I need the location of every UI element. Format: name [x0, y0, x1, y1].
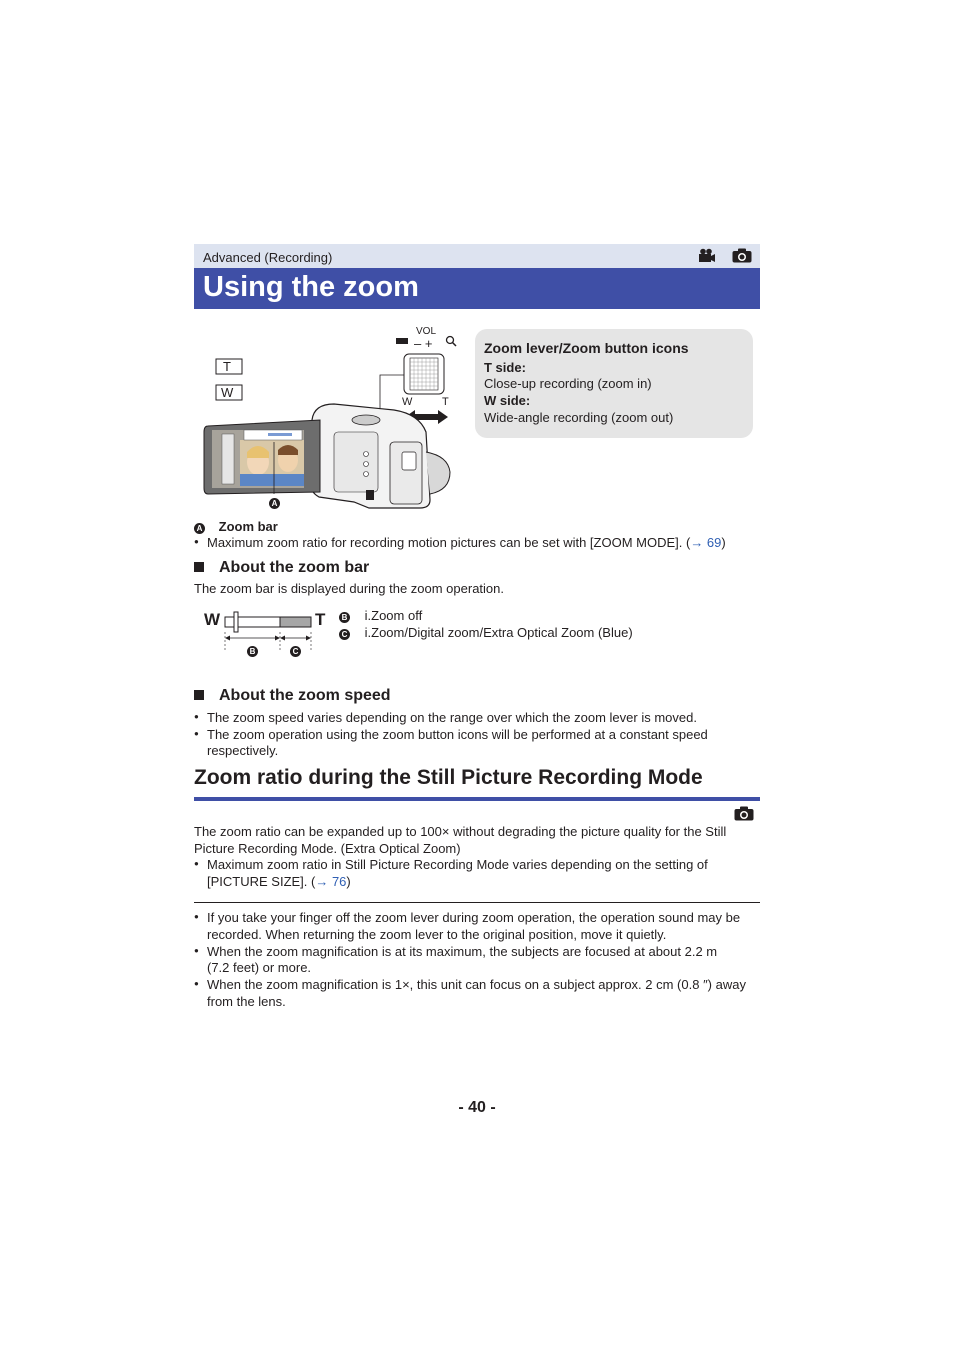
page-number: - 40 - [458, 1099, 496, 1116]
zoom-icons-callout [475, 329, 753, 438]
picture-size-line2 [207, 874, 351, 889]
note-zoom-mode-close: ) [721, 535, 726, 550]
zoom-bar-marker-b: B [247, 646, 258, 657]
note-2-line2: (7.2 feet) or more. [207, 960, 312, 975]
note-zoom-mode-text: Maximum zoom ratio for recording motion pictures can be set with [ZOOM MODE]. ( [207, 535, 691, 550]
t-side-text: Close-up recording (zoom in) [484, 376, 652, 391]
t-side-label: T side: [484, 360, 526, 375]
breadcrumb-bar [194, 244, 760, 268]
camcorder-illustration [194, 322, 464, 512]
w-side-text: Wide-angle recording (zoom out) [484, 410, 674, 425]
speed-bullet-2-line1: The zoom operation using the zoom button icons will be performed at a constant speed [207, 727, 708, 742]
note-3-line2: from the lens. [207, 994, 286, 1009]
link-page-76[interactable]: → 76 [315, 874, 347, 889]
legend-b-text: i.Zoom off [364, 608, 423, 623]
zoom-bar-t: T [315, 610, 326, 629]
picture-size-pre: [PICTURE SIZE]. ( [207, 874, 316, 889]
still-camera-icon [732, 248, 752, 263]
w-side-label: W side: [484, 393, 531, 408]
note-zoom-mode [207, 535, 726, 550]
caption-label: Zoom bar [218, 519, 278, 534]
note-2-line1: When the zoom magnification is at its maximum, the subjects are focused at about 2.2 m [207, 944, 718, 959]
still-camera-icon [734, 806, 754, 821]
legend-c-text: i.Zoom/Digital zoom/Extra Optical Zoom (Blue) [364, 625, 633, 640]
picture-size-bullet [207, 857, 708, 872]
note-2 [207, 944, 717, 959]
square-bullet-icon [194, 690, 204, 700]
notes-divider [194, 902, 760, 903]
w-button-label: W [221, 385, 234, 400]
about-zoom-speed-title: About the zoom speed [219, 687, 391, 704]
heading-rule [194, 797, 760, 801]
note-1-line1: If you take your finger off the zoom lever during zoom operation, the operation sound may be [207, 910, 741, 925]
still-zoom-heading: Zoom ratio during the Still Picture Recording Mode [194, 766, 703, 789]
lever-t-label: T [442, 396, 449, 408]
note-1 [207, 910, 740, 925]
speed-bullet-1: ● The zoom speed varies depending on the range over which the zoom lever is moved. [207, 710, 697, 725]
speed-bullet-2-line2: respectively. [207, 743, 279, 758]
legend-marker-b: B [339, 612, 350, 623]
link-page-69[interactable]: → 69 [690, 535, 722, 550]
marker-a: A [269, 498, 280, 509]
about-zoom-bar-heading [194, 559, 369, 577]
breadcrumb: Advanced (Recording) [203, 250, 333, 265]
zoom-bar-w: W [204, 610, 221, 629]
about-zoom-speed-heading [194, 687, 391, 705]
zoom-bar-drawing [203, 608, 333, 660]
note-1-line2: recorded. When returning the zoom lever to the original position, move it quietly. [207, 927, 667, 942]
about-zoom-bar-title: About the zoom bar [219, 559, 370, 576]
square-bullet-icon [194, 562, 204, 572]
extra-zoom-para-line2: Picture Recording Mode. (Extra Optical Zoom) [194, 841, 461, 856]
about-zoom-bar-intro: The zoom bar is displayed during the zoom operation. [194, 581, 505, 596]
note-3-line1: When the zoom magnification is 1×, this unit can focus on a subject approx. 2 cm (0.8 ″) away [207, 977, 746, 992]
page-title: Using the zoom [203, 271, 419, 303]
title-bar [194, 268, 760, 309]
t-button-label: T [223, 359, 231, 374]
extra-zoom-para-line1: The zoom ratio can be expanded up to 100× without degrading the picture quality for the Still [194, 824, 727, 839]
picture-size-line1: Maximum zoom ratio in Still Picture Recording Mode varies depending on the setting of [207, 857, 708, 872]
lever-minus-plus-label: – + [414, 336, 433, 351]
legend-marker-c: C [339, 629, 350, 640]
zoom-bar-marker-c: C [290, 646, 301, 657]
note-3 [207, 977, 746, 992]
callout-heading: Zoom lever/Zoom button icons [484, 340, 689, 356]
mode-icons [698, 248, 752, 263]
movie-camera-icon [698, 248, 716, 263]
picture-size-post: ) [346, 874, 351, 889]
caption-marker-a: A [194, 523, 205, 534]
legend-c [339, 625, 633, 640]
lever-w-label: W [402, 396, 413, 408]
lever-vol-label: VOL [416, 326, 437, 337]
speed-bullet-2 [207, 727, 708, 742]
zoom-bar-diagram [203, 608, 333, 660]
legend-b [339, 608, 422, 623]
caption-zoom-bar [194, 519, 278, 534]
